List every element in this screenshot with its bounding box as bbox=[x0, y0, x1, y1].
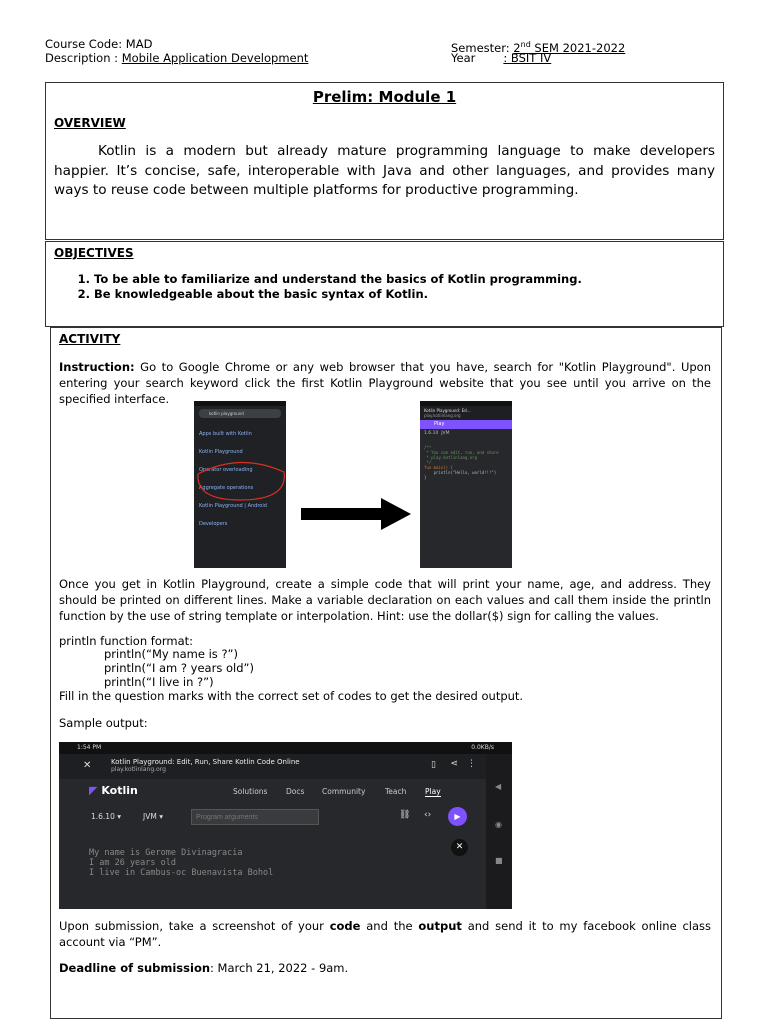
nav-solutions[interactable]: Solutions bbox=[233, 787, 268, 796]
recents-icon[interactable]: ■ bbox=[495, 856, 503, 865]
device-side-bar bbox=[486, 754, 512, 909]
platform-value: JVM bbox=[143, 812, 157, 821]
output-line: My name is Gerome Divinagracia bbox=[89, 848, 243, 858]
program-output bbox=[89, 838, 273, 898]
editor-code bbox=[420, 438, 512, 492]
code-line: } bbox=[424, 475, 427, 480]
description bbox=[45, 51, 308, 66]
nav-community[interactable]: Community bbox=[322, 787, 366, 796]
deadline-label: Deadline of submission bbox=[59, 961, 211, 975]
editor-version: 1.6.10 bbox=[424, 431, 439, 436]
objective-item: 2. Be knowledgeable about the basic syntax of Kotlin. bbox=[94, 287, 715, 302]
version-value: 1.6.10 bbox=[91, 812, 115, 821]
back-icon[interactable]: ◀ bbox=[495, 782, 502, 791]
semester-number: 2 bbox=[513, 40, 521, 55]
deadline-value: : March 21, 2022 - 9am. bbox=[210, 961, 349, 975]
search-result: Aggregate operations bbox=[199, 485, 254, 491]
nav-play[interactable]: Play bbox=[425, 787, 441, 796]
editor-tab bbox=[420, 406, 512, 420]
format-line: println(“I live in ?”) bbox=[104, 675, 214, 689]
kotlin-logo[interactable] bbox=[89, 784, 138, 797]
search-result: Kotlin Playground | Android Developers bbox=[199, 503, 267, 527]
search-result: Operator overloading bbox=[199, 467, 253, 473]
output-line: I am 26 years old bbox=[89, 858, 176, 868]
code-line: /** bbox=[424, 445, 432, 450]
tab-url: play.kotlinlang.org bbox=[111, 766, 166, 773]
instruction bbox=[59, 359, 711, 407]
semester-rest: SEM 2021-2022 bbox=[530, 40, 626, 55]
kotlin-brand: Kotlin bbox=[101, 784, 138, 797]
more-icon[interactable]: ⋮ bbox=[467, 759, 476, 769]
tab-info bbox=[111, 758, 300, 774]
home-icon[interactable]: ◉ bbox=[495, 820, 502, 829]
submission-part: Upon submission, take a screenshot of your bbox=[59, 919, 330, 933]
overview-heading: OVERVIEW bbox=[54, 116, 126, 130]
submission-text bbox=[59, 918, 711, 950]
code-line: fun main() { bbox=[424, 465, 453, 470]
year-label: Year bbox=[451, 51, 476, 65]
sample-label: Sample output: bbox=[59, 716, 148, 730]
semester-label: Semester: bbox=[451, 40, 514, 55]
year bbox=[451, 51, 551, 66]
code-line: * You can edit, run, and share bbox=[424, 450, 499, 455]
close-output-icon[interactable]: ✕ bbox=[451, 839, 468, 856]
course-code: Course Code: MAD bbox=[45, 37, 153, 51]
editor-toolbar-bar bbox=[59, 804, 486, 829]
browser-tab-bar bbox=[59, 754, 512, 779]
overview-box bbox=[45, 82, 724, 240]
version-select[interactable]: 1.6.10 ▾ bbox=[91, 812, 122, 821]
description-value: Mobile Application Development bbox=[121, 51, 309, 65]
deadline bbox=[59, 960, 348, 976]
code-line: */ bbox=[424, 460, 432, 465]
code-line: * play.kotlinlang.org bbox=[424, 455, 477, 460]
share-icon[interactable]: ⋖ bbox=[450, 759, 458, 769]
platform-select[interactable]: JVM ▾ bbox=[143, 812, 163, 821]
instruction-text: Go to Google Chrome or any web browser that you have, search for "Kotlin Playground". Upon entering your search keyword click the first Kotlin Playground website that you see until you arrive on the specified interface. bbox=[59, 360, 711, 406]
instruction-label: Instruction: bbox=[59, 360, 135, 374]
nav-teach[interactable]: Teach bbox=[385, 787, 407, 796]
semester-sup: nd bbox=[520, 40, 531, 49]
objectives-list bbox=[54, 272, 715, 302]
output-line: I live in Cambus-oc Buenavista Bohol bbox=[89, 868, 274, 878]
status-time: 1:54 PM bbox=[77, 744, 102, 751]
format-line: println(“My name is ?”) bbox=[104, 647, 238, 661]
editor-tab-title: Kotlin Playground: Ed... bbox=[424, 408, 471, 413]
search-phone-screenshot bbox=[194, 401, 286, 568]
run-button[interactable]: ▶ bbox=[448, 807, 467, 826]
objectives-box bbox=[45, 241, 724, 327]
search-result: Apps built with Kotlin bbox=[199, 431, 252, 437]
status-bar bbox=[59, 742, 512, 754]
program-arguments-input[interactable] bbox=[191, 809, 319, 825]
overview-text: Kotlin is a modern but already mature programming language to make developers happier. It’s concise, safe, interoperable with Java and other languages, and provides many ways to reuse code between multiple platforms for productive programming. bbox=[54, 143, 715, 198]
sample-output-screenshot bbox=[59, 742, 512, 909]
submission-part: and the bbox=[360, 919, 419, 933]
kotlin-navbar bbox=[59, 779, 486, 803]
code-icon[interactable]: ‹› bbox=[424, 810, 432, 820]
editor-tab-url: play.kotlinlang.org bbox=[424, 413, 461, 418]
submission-output: output bbox=[418, 919, 462, 933]
year-value: : BSIT IV bbox=[503, 51, 552, 65]
activity-heading: ACTIVITY bbox=[59, 332, 121, 346]
arrow-right-icon bbox=[301, 498, 413, 532]
search-query: kotlin playground bbox=[199, 409, 281, 418]
editor-platform: JVM bbox=[441, 431, 450, 436]
editor-play-bar[interactable]: Play bbox=[420, 420, 512, 429]
format-lines bbox=[104, 647, 254, 689]
search-result: Kotlin Playground bbox=[199, 449, 243, 455]
link-icon[interactable]: ⛓ bbox=[399, 810, 411, 820]
format-label: println function format: bbox=[59, 634, 194, 648]
activity-paragraph: Once you get in Kotlin Playground, create a simple code that will print your name, age, and address. They should be printed on different lines. Make a variable declaration on each values and call them inside the println function by the use of string template or interpolation. Hint: use the dollar($) sign for calling the values. bbox=[59, 577, 711, 623]
page-title: Prelim: Module 1 bbox=[312, 88, 457, 106]
bookmark-icon[interactable]: ▯ bbox=[431, 760, 436, 770]
objectives-heading: OBJECTIVES bbox=[54, 246, 134, 260]
highlight-circle bbox=[194, 456, 286, 506]
fill-text: Fill in the question marks with the correct set of codes to get the desired output. bbox=[59, 689, 524, 703]
objective-item: 1. To be able to familiarize and understand the basics of Kotlin programming. bbox=[94, 272, 715, 287]
activity-box bbox=[50, 327, 722, 1019]
status-speed: 0.0KB/s bbox=[471, 744, 494, 751]
code-line: println("Hello, world!!!") bbox=[424, 470, 497, 475]
editor-phone-screenshot bbox=[420, 401, 512, 568]
format-line: println(“I am ? years old”) bbox=[104, 661, 254, 675]
kotlin-logo-icon: ◤ bbox=[89, 784, 98, 797]
close-icon[interactable]: ✕ bbox=[83, 760, 92, 771]
description-label: Description : bbox=[45, 51, 122, 65]
submission-part: and send it to my facebook online class account via “PM”. bbox=[59, 919, 711, 949]
submission-code: code bbox=[329, 919, 361, 933]
tab-title: Kotlin Playground: Edit, Run, Share Kotlin Code Online bbox=[111, 758, 300, 766]
editor-toolbar bbox=[420, 429, 512, 438]
nav-docs[interactable]: Docs bbox=[286, 787, 305, 796]
